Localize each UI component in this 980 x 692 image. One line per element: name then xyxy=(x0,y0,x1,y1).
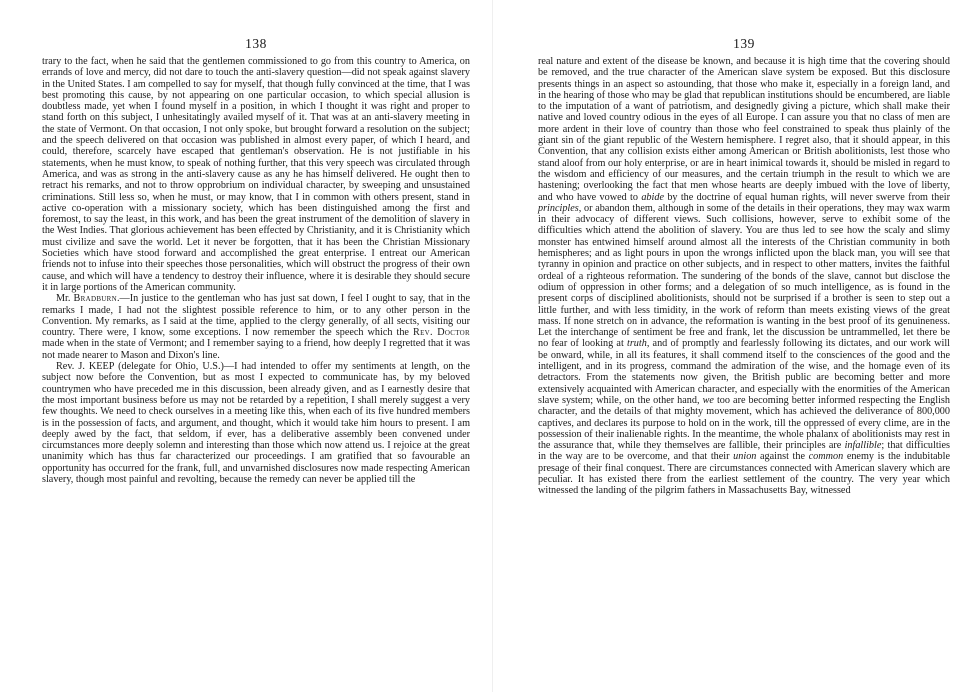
speaker-name: Rev. Doctor xyxy=(413,327,470,339)
paragraph xyxy=(42,56,470,293)
gutter-divider xyxy=(492,0,493,692)
text-run: real nature and extent of the disease be known, and because it is high time that the covering should be removed, and the true character of the American slave system be exposed. But this disclosure presents things in an aspect so astounding, that those who make it, especially in a foreign land, and in the hearing of those who may be glad that republican institutions should be encumbered, are liable to the imputation of a want of patriotism, and designedly giving a picture, which shall make their native and loved country odious in the eyes of all Europe. I can assure you that no class of men are more ardent in their love of country than those who feel constrained to speak thus plainly of the giant sin of the giant republic of the Western hemisphere. I regret also, that it should appear, in this Convention, that any collision exists either among American or British abolitionists, lest those who stand aloof from our holy enterprise, or are in heart inimical towards it, should be misled in regard to the wisdom and efficiency of our measures, and the certain triumph in the result to which we are hastening; overlooking the fact that men whose hearts are deeply imbued with the love of liberty, and who have vowed to xyxy=(538,56,950,203)
emphasis: we xyxy=(702,394,714,406)
text-run: Rev. J. KEEP (delegate for Ohio, U.S.)—I had intended to offer my sentiments at length, on the subject now before the Convention, but as most I expected to communicate has, by my beloved countrymen who have preceded me in this discussion, been already given, and as I earnestly desire that the most important business before us may not be retarded by a repetition, I shall merely suggest a very few thoughts. We need to check ourselves in a meeting like this, when each of its five hundred members is in the possession of facts, and argument, and thought, which it would take him hours to present. I am deeply awed by the fact, that seldom, if ever, has a deliberative assembly been convened under circumstances more deeply solemn and interesting than those which now attend us. I rejoice at the great unanimity which has thus far characterized our proceedings. I am gratified that so favourable an opportunity has occurred for the frank, full, and unvarnished disclosures now made respecting American slavery, though most painful and revolting, because the remedy can never be applied till the xyxy=(42,361,470,485)
text-run: trary to the fact, when he said that the gentlemen commissioned to go from this country to America, on errands of love and mercy, did not dare to touch the anti-slavery question—did not speak against slavery in the United States. I am compelled to say for myself, that though fully convinced at the time, that I was best promoting this cause, by not appearing on one particular occasion, to which special allusion is doubtless made, yet when I found myself in a position, in which I thought it was right and proper to stand forth on this subject, I unhesitatingly availed myself of it. That was at an anti-slavery meeting in the state of Vermont. On that occasion, I not only spoke, but brought forward a resolution on the subject; and the speech delivered on that occasion was published in almost every paper, of which I heard, and could, therefore, scarcely have escaped that gentleman's observation. He is not justifiable in his statements, when he must know, to speak of nothing further, that this very speech was circulated through America, and was as strong in the anti-slavery cause as any he has himself delivered. He ought then to retract his remarks, and not to throw opprobrium on individual character, by sweeping and unsustained criminations. Still less so, when he must, or may know, that I in common with others present, stand in active co-operation with a missionary society, which has been distinguished among the first and foremost, to say the least, in this work, and has been the great instrument of the demolition of slavery in the West Indies. That glorious achievement has been effected by Christianity, and it is Christianity which must civilize and save the world. Let it never be forgotten, that it has been the Christian Missionary Societies which have stood forward and accomplished the great enterprise. I entreat our American friends not to infuse into their speeches those personalities, which will obstruct the progress of their own cause, and which will have a tendency to destroy their influence, where it is desirable they should secure it in large portions of the American community. xyxy=(42,56,470,293)
left-page-text xyxy=(42,56,470,485)
speaker-name: Bradburn xyxy=(73,293,117,305)
emphasis: common xyxy=(808,451,844,463)
emphasis: principles xyxy=(538,202,579,214)
text-run: , or abandon them, although in some of the details in their operations, they may wax warm in their advocacy of different views. Such collisions, however, serve to exhibit some of the difficulties which attend the abolition of slavery. You are thus led to see how the scaly and slimy monster has entwined himself around almost all the interests of the Christian community in both hemispheres; and as light pours in upon the wrongs inflicted upon the black man, you will see that tyranny in opinion and practice on other subjects, and in respect to other matters, invites the faithful ordeal of a righteous reformation. The sundering of the bonds of the slave, cannot but disclose the odium of oppression in other forms; and a delegation of so much intelligence, as is found in the present corps of disciplined abolitionists, should not be surprised if a brother is seen to step out a little further, and with less timidity, in the work of reform than meets existing views of the great mass. If none stretch on in advance, the reformation is wanting in the best proof of its genuineness. Let the interchange of sentiment be free and frank, let the discussion be untrammelled, let there be no fear of looking at xyxy=(538,202,950,350)
emphasis: union xyxy=(733,451,757,463)
text-run: made when in the state of Vermont; and I remember saying to a friend, how deeply I regretted that it was not made nearer to Mason and Dixon's line. xyxy=(42,338,470,361)
paragraph xyxy=(42,361,470,485)
text-run: ; that difficulties in the way are to be overcome, and that their xyxy=(538,440,951,463)
text-run: against the xyxy=(756,451,809,463)
right-page xyxy=(538,0,950,692)
emphasis: infallible xyxy=(844,440,882,452)
text-run: by the doctrine of equal human rights, will never swerve from their xyxy=(663,191,950,203)
paragraph xyxy=(538,56,950,497)
text-run: enemy is the indubitable presage of their final conquest. There are circumstances connected with American slavery which are peculiar. It has existed there from the earliest settlement of the country. The very year which witnessed the landing of the pilgrim fathers in Massachusetts Bay, witnessed xyxy=(538,451,950,497)
paragraph xyxy=(42,293,470,361)
text-run: too are becoming better informed respecting the English character, and the details of that mighty movement, which has achieved the deliverance of 800,000 captives, and declares its purpose to hold on in the work, till the oppressed of every clime, are in the possession of their inalienable rights. In the meantime, the whole phalanx of abolitionists may rest in the assurance that, while they themselves are fallible, their principles are xyxy=(538,394,950,452)
emphasis: truth xyxy=(626,338,647,350)
page-number-left: 138 xyxy=(245,36,267,51)
page-number-right: 139 xyxy=(733,36,755,51)
text-run: , and of promptly and fearlessly following its dictates, and our work will be onward, while, in all its features, it shall commend itself to the consciences of the good and the intelligent, and in its progress, command the admiration of the wise, and the homage even of its detractors. From the statements now given, the British public are becoming better and more extensively acquainted with American character, and especially with the enormities of the American slave system; while, on the other hand, xyxy=(538,338,950,406)
right-page-text xyxy=(538,56,950,497)
emphasis: abide xyxy=(641,191,664,203)
text-run: Mr. xyxy=(56,293,74,305)
left-page xyxy=(42,0,470,692)
text-run: .—In justice to the gentleman who has just sat down, I feel I ought to say, that in the remarks I made, I had not the slightest possible reference to him, or to any other person in the Convention. My remarks, as I said at the time, applied to the clergy generally, of all sects, visiting our country. There were, I know, some exceptions. I now remember the speech which the xyxy=(42,293,470,339)
